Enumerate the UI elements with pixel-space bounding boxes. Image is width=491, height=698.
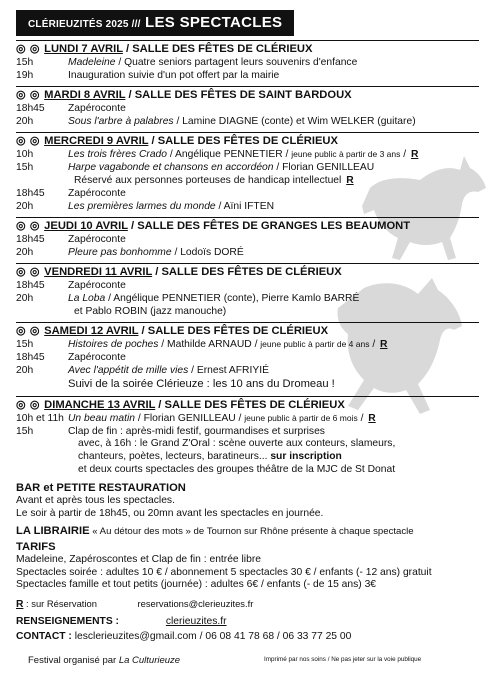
day-block-monday (16, 40, 479, 82)
schedule-row: 15h Harpe vagabonde et chansons en accordéon / Florian GENILLEAU (16, 162, 375, 173)
info-line: RENSEIGNEMENTS : clerieuzites.fr (16, 615, 227, 627)
day-dots-icon: ◎ ◎ (16, 135, 41, 147)
page-title: LES SPECTACLES (145, 14, 283, 31)
schedule-row: 20h Sous l'arbre à palabres / Lamine DIAGNE (conte) et Wim WELKER (guitare) (16, 116, 416, 127)
day-heading: ◎ ◎ MERCREDI 9 AVRIL / SALLE DES FÊTES DE CLÉRIEUX (16, 135, 338, 147)
schedule-row: 20h La Loba / Angélique PENNETIER (conte), Pierre Kamlo BARRÉ (16, 293, 360, 304)
day-block-saturday (16, 322, 479, 392)
bar-line: Le soir à partir de 18h45, ou 20mn avant les spectacles en journée. (16, 507, 324, 519)
schedule-row: 18h45 Zapéroconte (16, 352, 126, 363)
day-dots-icon: ◎ ◎ (16, 43, 41, 55)
day-venue: SALLE DES FÊTES DE SAINT BARDOUX (134, 89, 352, 101)
day-block-sunday (16, 396, 479, 476)
schedule-row: 20h Les premières larmes du monde / Aïni IFTEN (16, 201, 275, 212)
footer: Festival organisé par La Culturieuze Imprimé par nos soins / Ne pas jeter sur la voie publique (28, 655, 422, 666)
day-block-tuesday (16, 86, 479, 128)
schedule-row: 18h45 Zapéroconte (16, 103, 126, 114)
contact-line: CONTACT : lesclerieuzites@gmail.com / 06 08 41 78 68 / 06 33 77 25 00 (16, 630, 352, 642)
day-date: VENDREDI 11 AVRIL (44, 266, 153, 278)
schedule-row: 15h Histoires de poches / Mathilde ARNAUD / jeune public à partir de 4 ans / R (16, 339, 388, 350)
header-banner (16, 10, 294, 36)
schedule-row: 18h45 Zapéroconte (16, 280, 126, 291)
day-venue: SALLE DES FÊTES DE CLÉRIEUX (157, 135, 338, 147)
reservation-marker: R (380, 339, 388, 350)
evening-party-note: Suivi de la soirée Clérieuze : les 10 ans du Dromeau ! (68, 378, 335, 390)
schedule-row: 15h Madeleine / Quatre seniors partagent leurs souvenirs d'enfance (16, 57, 358, 68)
schedule-row: 20h Pleure pas bonhomme / Lodoïs DORÉ (16, 247, 244, 258)
day-heading: ◎ ◎ LUNDI 7 AVRIL / SALLE DES FÊTES DE CLÉRIEUX (16, 43, 313, 55)
day-venue: SALLE DES FÊTES DE GRANGES LES BEAUMONT (137, 220, 411, 232)
day-date: LUNDI 7 AVRIL (44, 43, 123, 55)
bar-line: Avant et après tous les spectacles. (16, 495, 175, 507)
day-date: JEUDI 10 AVRIL (44, 220, 128, 232)
reservation-marker: R (346, 175, 354, 186)
reservation-marker: R (410, 149, 419, 160)
schedule-row: 18h45 Zapéroconte (16, 188, 126, 199)
day-venue: SALLE DES FÊTES DE CLÉRIEUX (161, 266, 342, 278)
schedule-row: 20h Avec l'appétit de mille vies / Ernest AFRIYIÉ (16, 365, 269, 376)
day-date: DIMANCHE 13 AVRIL (44, 399, 156, 411)
website-link[interactable]: clerieuzites.fr (165, 615, 227, 627)
day-venue: SALLE DES FÊTES DE CLÉRIEUX (164, 399, 345, 411)
day-date: MERCREDI 9 AVRIL (44, 135, 149, 147)
day-heading: ◎ ◎ JEUDI 10 AVRIL / SALLE DES FÊTES DE GRANGES LES BEAUMONT (16, 220, 411, 232)
day-date: MARDI 8 AVRIL (44, 89, 126, 101)
day-block-wednesday (16, 132, 479, 213)
tarif-line: Madeleine, Zapéroscontes et Clap de fin : entrée libre (16, 554, 261, 566)
reservation-legend: R : sur Réservation reservations@clerieuzites.fr (16, 597, 254, 610)
day-dots-icon: ◎ ◎ (16, 325, 41, 337)
day-dots-icon: ◎ ◎ (16, 220, 41, 232)
day-dots-icon: ◎ ◎ (16, 399, 41, 411)
day-heading: ◎ ◎ VENDREDI 11 AVRIL / SALLE DES FÊTES DE CLÉRIEUX (16, 266, 342, 278)
program-page (16, 10, 479, 643)
schedule-row: 18h45 Zapéroconte (16, 234, 126, 245)
schedule-continuation: et Pablo ROBIN (jazz manouche) (74, 306, 227, 317)
day-block-thursday (16, 217, 479, 259)
tarif-line: Spectacles soirée : adultes 10 € / abonnement 5 spectacles 30 € / enfants (- 12 ans) gratuit (16, 566, 432, 578)
contact-details: lesclerieuzites@gmail.com / 06 08 41 78 68 / 06 33 77 25 00 (71, 630, 352, 642)
day-block-friday (16, 263, 479, 318)
reservation-marker: R (368, 413, 376, 424)
day-dots-icon: ◎ ◎ (16, 266, 41, 278)
day-venue: SALLE DES FÊTES DE CLÉRIEUX (147, 325, 329, 337)
organizer-name: La Culturieuze (118, 655, 181, 666)
schedule-row: 19h Inauguration suivie d'un pot offert par la mairie (16, 70, 280, 81)
bar-title: BAR et PETITE RESTAURATION (16, 482, 186, 495)
schedule-note: Réservé aux personnes porteuses de handicap intellectuel R (74, 175, 354, 186)
schedule-row: 10h et 11h Un beau matin / Florian GENILLEAU / jeune public à partir de 6 mois / R (16, 413, 376, 424)
closing-details: avec, à 16h : le Grand Z'Oral : scène ouverte aux conteurs, slameurs, chanteurs, poètes, lecteurs, baratineurs... sur inscription et deux courts spectacles des groupes théâtre de la MJC de St Donat (78, 438, 396, 475)
tarif-line: Spectacles famille et tout petits (journée) : adultes 6€ / enfants (- de 15 ans) 3€ (16, 579, 377, 591)
festival-year: CLÉRIEUZITÉS 2025 /// (28, 19, 141, 30)
legal-notice: Imprimé par nos soins / Ne pas jeter sur la voie publique (264, 656, 422, 663)
day-dots-icon: ◎ ◎ (16, 89, 41, 101)
librairie-line: LA LIBRAIRIE « Au détour des mots » de Tournon sur Rhône présente à chaque spectacle (16, 524, 414, 537)
reservation-email[interactable]: reservations@clerieuzites.fr (137, 597, 254, 609)
day-heading: ◎ ◎ MARDI 8 AVRIL / SALLE DES FÊTES DE SAINT BARDOUX (16, 89, 352, 101)
schedule-row: 10h Les trois frères Crado / Angélique PENNETIER / jeune public à partir de 3 ans / R (16, 149, 419, 160)
day-heading: ◎ ◎ DIMANCHE 13 AVRIL / SALLE DES FÊTES DE CLÉRIEUX (16, 399, 345, 411)
day-venue: SALLE DES FÊTES DE CLÉRIEUX (132, 43, 313, 55)
day-date: SAMEDI 12 AVRIL (44, 325, 139, 337)
day-heading: ◎ ◎ SAMEDI 12 AVRIL / SALLE DES FÊTES DE CLÉRIEUX (16, 325, 329, 337)
tarifs-title: TARIFS (16, 541, 56, 554)
schedule-row: 15h Clap de fin : après-midi festif, gourmandises et surprises (16, 426, 325, 437)
